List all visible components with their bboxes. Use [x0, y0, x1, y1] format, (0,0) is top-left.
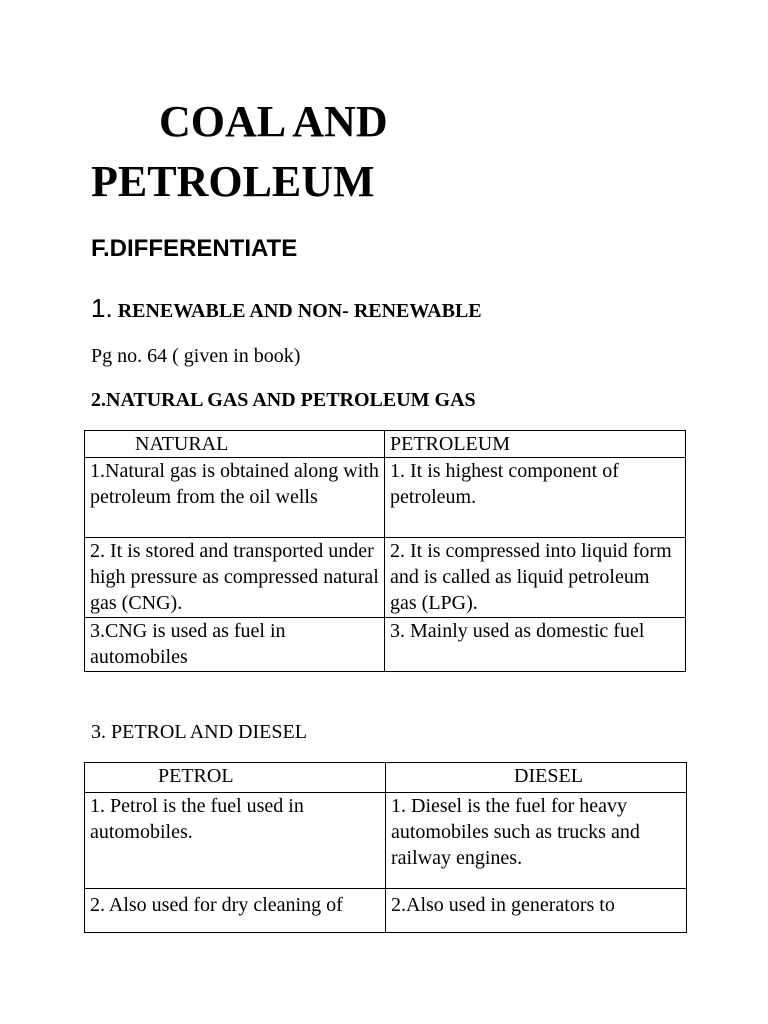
table-cell: 1. It is highest component of petroleum.	[385, 458, 686, 538]
page-reference: Pg no. 64 ( given in book)	[91, 345, 301, 367]
column-header-natural: NATURAL	[85, 431, 385, 458]
table-cell: 3. Mainly used as domestic fuel	[385, 618, 686, 672]
table-header-row	[85, 431, 686, 458]
table-cell: 3.CNG is used as fuel in automobiles	[85, 618, 385, 672]
table-row	[85, 458, 686, 538]
table-cell: 1. Diesel is the fuel for heavy automobiles such as trucks and railway engines.	[386, 793, 687, 889]
section-heading: F.DIFFERENTIATE	[91, 235, 298, 262]
table-cell: 2.Also used in generators to	[386, 889, 687, 933]
table-cell: 2. It is stored and transported under high pressure as compressed natural gas (CNG).	[85, 538, 385, 618]
table-cell: 1.Natural gas is obtained along with petroleum from the oil wells	[85, 458, 385, 538]
column-header-petrol: PETROL	[85, 763, 386, 793]
table-header-row	[85, 763, 687, 793]
item-1-heading	[91, 291, 482, 330]
table-cell: 2. Also used for dry cleaning of	[85, 889, 386, 933]
table-row	[85, 889, 687, 933]
item-2-heading: 2.NATURAL GAS AND PETROLEUM GAS	[91, 389, 476, 411]
table-row	[85, 618, 686, 672]
table-row	[85, 793, 687, 889]
item-1-text: RENEWABLE AND NON- RENEWABLE	[112, 300, 482, 322]
gas-comparison-table	[84, 430, 686, 672]
table-cell: 2. It is compressed into liquid form and is called as liquid petroleum gas (LPG).	[385, 538, 686, 618]
document-title-line-1: COAL AND	[159, 97, 388, 146]
document-title-line-2: PETROLEUM	[91, 157, 375, 206]
fuel-comparison-table	[84, 762, 687, 933]
table-row	[85, 538, 686, 618]
column-header-petroleum: PETROLEUM	[385, 431, 686, 458]
item-3-heading: 3. PETROL AND DIESEL	[91, 721, 307, 743]
item-1-number: 1.	[91, 293, 113, 323]
column-header-diesel: DIESEL	[386, 763, 687, 793]
table-cell: 1. Petrol is the fuel used in automobiles.	[85, 793, 386, 889]
